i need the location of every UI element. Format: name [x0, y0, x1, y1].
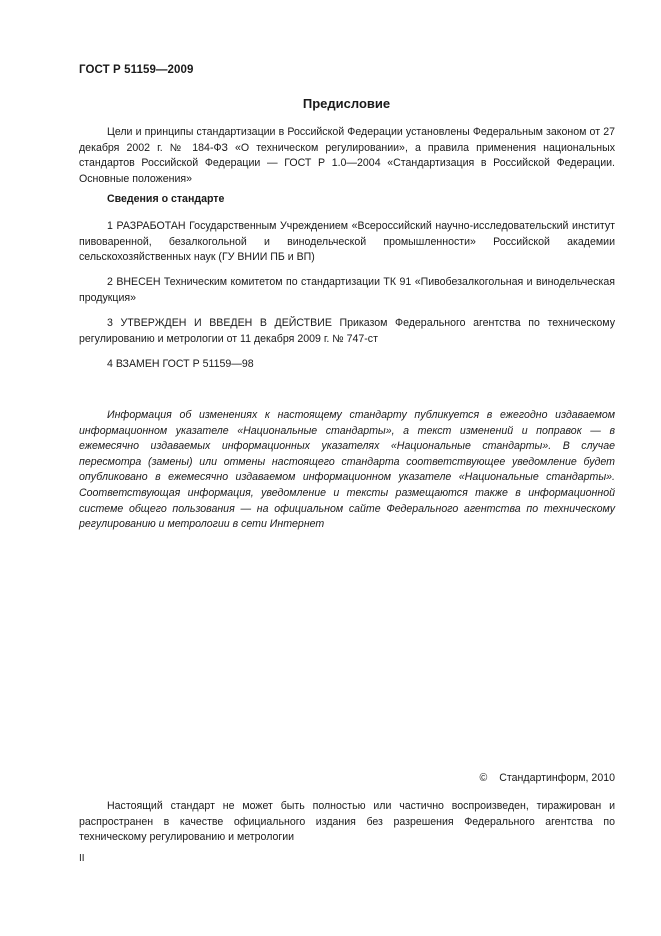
amendments-notice: Информация об изменениях к настоящему стандарту публикуется в ежегодно издаваемом информационном указателе «Национальные стандарты», а текст изменений и поправок — в ежемесячно издаваемых информационных указателях «Национальные стандарты». В случае пересмотра (замены) или отмены настоящего стандарта соответствующее уведомление будет опубликовано в ежемесячно издаваемом информационном указателе «Национальные стандарты». Соответствующая информация, уведомление и тексты размещаются также в информационной системе общего пользования — на официальном сайте Федерального агентства по техническому регулированию и метрологии в сети Интернет	[79, 409, 615, 531]
reproduction-notice: Настоящий стандарт не может быть полностью или частично воспроизведен, тиражирован и распространен в качестве официального издания без разрешения Федерального агентства по техническому регулированию и метрологии	[79, 800, 615, 844]
standard-info-item-2: 2 ВНЕСЕН Техническим комитетом по стандартизации ТК 91 «Пивобезалкогольная и винодельческая продукция»	[79, 276, 615, 304]
copyright-line	[479, 772, 615, 784]
copyright-text: Стандартинформ, 2010	[499, 772, 615, 784]
intro-paragraph: Цели и принципы стандартизации в Российской Федерации установлены Федеральным законом от 27 декабря 2002 г. № 184-ФЗ «О техническом регулировании», а правила применения национальных стандартов Российской Федерации — ГОСТ Р 1.0—2004 «Стандартизация в Российской Федерации. Основные положения»	[79, 126, 615, 185]
section-subheading: Сведения о стандарте	[107, 193, 225, 205]
standard-info-item-1: 1 РАЗРАБОТАН Государственным Учреждением «Всероссийский научно-исследовательский институт пивоваренной, безалкогольной и винодельческой промышленности» Российской академии сельскохозяйственных наук (ГУ ВНИИ ПБ и ВП)	[79, 220, 615, 264]
copyright-icon: ©	[479, 772, 488, 784]
page-number: II	[79, 853, 85, 864]
standard-code: ГОСТ Р 51159—2009	[79, 64, 194, 76]
standard-info-item-4: 4 ВЗАМЕН ГОСТ Р 51159—98	[107, 358, 254, 370]
page-title: Предисловие	[302, 96, 391, 111]
standard-info-item-3: 3 УТВЕРЖДЕН И ВВЕДЕН В ДЕЙСТВИЕ Приказом Федерального агентства по техническому регулированию и метрологии от 11 декабря 2009 г. № 747-ст	[79, 317, 615, 345]
